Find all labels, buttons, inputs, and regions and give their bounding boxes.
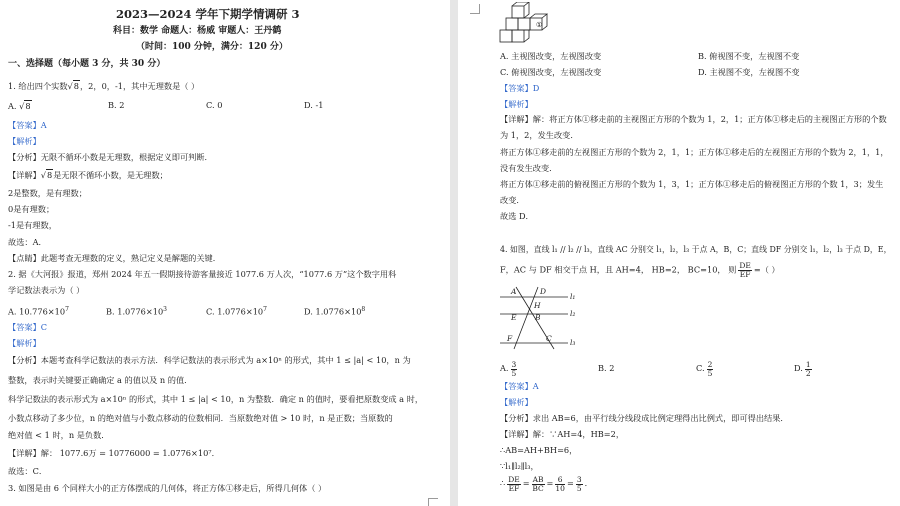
q4-analysis: 【分析】求出 AB=6，由平行线分线段成比例定理得出比例式，即可得出结果． [500, 413, 789, 423]
page-title: 2023—2024 学年下期学情调研 3 [116, 7, 300, 21]
q3-option-b: B. 俯视图不变，左视图不变 [698, 51, 800, 61]
section-heading: 一、选择题（每小题 3 分，共 30 分） [8, 59, 166, 69]
q1-option-d: D. -1 [304, 100, 324, 110]
q4-answer: 【答案】A [500, 381, 539, 391]
q2-detail: 【详解】解： 1077.6万 = 10776000 = 1.0776×10⁷． [8, 448, 220, 458]
q1-answer: 【答案】A [8, 120, 47, 130]
q3-detail-3: 将正方体①移走前的左视图正方形的个数为 2，1，1；正方体①移走后的左视图正方形的个数为 2，1，1， [500, 147, 889, 157]
q1-comment: 【点睛】此题考查无理数的定义，熟记定义是解题的关键． [8, 253, 221, 263]
q3-answer: 【答案】D [500, 83, 540, 93]
q1-option-a: A. √8 [8, 101, 31, 111]
q1-analysis: 【分析】无限不循环小数是无理数，根据定义即可判断． [8, 152, 213, 162]
q3-option-a: A. 主视图改变，左视图改变 [500, 51, 602, 61]
q2-analysis-5: 绝对值 < 1 时，n 是负数． [8, 430, 110, 440]
label-l2: l₂ [570, 309, 576, 318]
parallel-lines-figure [500, 283, 580, 351]
label-e: E [511, 313, 517, 322]
q1-option-b: B. 2 [108, 100, 125, 110]
label-h: H [534, 301, 541, 310]
label-d: D [540, 287, 547, 296]
label-b: B [535, 313, 541, 322]
q4-detail-1: 【详解】解：∵AH=4，HB=2， [500, 429, 625, 439]
q4-option-d: D. $\frac{1}{2}$ [794, 359, 811, 378]
q3-jiexi: 【解析】 [500, 99, 533, 109]
q2-analysis-3: 科学记数法的表示形式为 a×10ⁿ 的形式，其中 1 ≤ |a| < 10，n 为整数．确定 n 的值时，要看把原数变成 a 时， [8, 394, 424, 404]
label-a: A [511, 287, 517, 296]
q3-stem: 3. 如图是由 6 个同样大小的正方体摆成的几何体，将正方体①移走后，所得几何体（ ） [8, 483, 327, 493]
q1-choose: 故选：A． [8, 237, 47, 247]
cube-label-1: ① [536, 21, 543, 29]
q2-stem-1: 2. 据《大河报》报道，郑州 2024 年五一假期接待游客量接近 1077.6 万人次，“1077.6 万”这个数字用科 [8, 269, 397, 279]
q4-detail-4: ∴ $\frac{DE}{EF}$ = $\frac{AB}{BC}$ = $\frac{6}{10}$ = $\frac{3}{5}$ ． [500, 474, 593, 493]
page-corner-mark [470, 4, 480, 14]
q4-option-a: A. $\frac{3}{5}$ [500, 359, 517, 378]
q3-detail-1: 【详解】解：将正方体①移走前的主视图正方形的个数为 1，2，1；正方体①移走后的主视图正方形的个数 [500, 114, 887, 124]
label-f: F [507, 334, 513, 343]
q3-detail-2: 为 1，2，发生改变． [500, 130, 579, 140]
label-l1: l₁ [570, 292, 576, 301]
q1-stem: 1. 给出四个实数√8，2，0，-1，其中无理数是（ ） [8, 81, 200, 91]
q2-stem-2: 学记数法表示为（ ） [8, 285, 85, 295]
q1-line2: 0是有理数； [8, 204, 55, 214]
q1-detail: 【详解】√8是无限不循环小数，是无理数； [8, 170, 168, 180]
q4-option-b: B. 2 [598, 363, 615, 373]
q4-stem-2: F，AC 与 DF 相交于点 H，且 AH=4， HB=2， BC=10， 则 $\frac{DE}{EF}$ =（ ） [500, 261, 780, 279]
q3-choose: 故选 D． [500, 211, 534, 221]
q3-detail-5: 将正方体①移走前的俯视图正方形的个数为 1，3，1；正方体①移走后的俯视图正方形的个数 1，3；发生 [500, 179, 884, 189]
q2-option-c: C. $1.0776\times 10^7$ [206, 306, 267, 317]
q3-option-d: D. 主视图不变，左视图不变 [698, 67, 800, 77]
q2-option-d: D. $1.0776\times 10^8$ [304, 306, 366, 317]
q3-detail-4: 没有发生改变． [500, 163, 558, 173]
q2-option-a: A. $10.776\times 10^7$ [8, 306, 69, 317]
q4-stem-1: 4. 如图，直线 l₁ // l₂ // l₃，直线 AC 分别交 l₁，l₂，l₃ 于点 A，B，C；直线 DF 分别交 l₁，l₂，l₃ 于点 D，E， [500, 245, 892, 254]
q1-line3: -1是有理数， [8, 220, 57, 230]
q4-detail-2: ∴AB=AH+BH=6， [500, 445, 578, 455]
q2-analysis-4: 小数点移动了多少位，n 的绝对值与小数点移动的位数相同．当原数绝对值 > 10 时，n 是正数；当原数的 [8, 413, 393, 423]
label-l3: l₃ [570, 338, 576, 347]
q2-option-b: B. $1.0776\times 10^3$ [106, 306, 167, 317]
q2-answer: 【答案】C [8, 322, 48, 332]
q3-option-c: C. 俯视图改变，左视图改变 [500, 67, 602, 77]
q2-analysis-2: 整数，表示时关键要正确确定 a 的值以及 n 的值． [8, 375, 193, 385]
right-page [458, 0, 900, 506]
q1-option-c: C. 0 [206, 100, 223, 110]
exam-meta: 科目：数学 命题人：杨威 审题人：王丹鹤 [113, 26, 282, 36]
q4-option-c: C. $\frac{2}{5}$ [696, 359, 713, 378]
exam-time: （时间：100 分钟，满分：120 分） [136, 42, 288, 52]
q1-jiexi: 【解析】 [8, 136, 41, 146]
q1-line1: 2是整数，是有理数； [8, 188, 87, 198]
cube-figure [498, 2, 556, 46]
q4-detail-3: ∵l₁∥l₂∥l₃， [500, 461, 539, 471]
label-c: C [546, 334, 552, 343]
page-corner-mark [428, 498, 438, 506]
q2-jiexi: 【解析】 [8, 338, 41, 348]
q2-choose: 故选：C． [8, 466, 48, 476]
q4-jiexi: 【解析】 [500, 397, 533, 407]
q3-detail-6: 改变． [500, 195, 525, 205]
q2-analysis-1: 【分析】本题考查科学记数法的表示方法．科学记数法的表示形式为 a×10ⁿ 的形式，其中 1 ≤ |a| < 10，n 为 [8, 355, 411, 365]
